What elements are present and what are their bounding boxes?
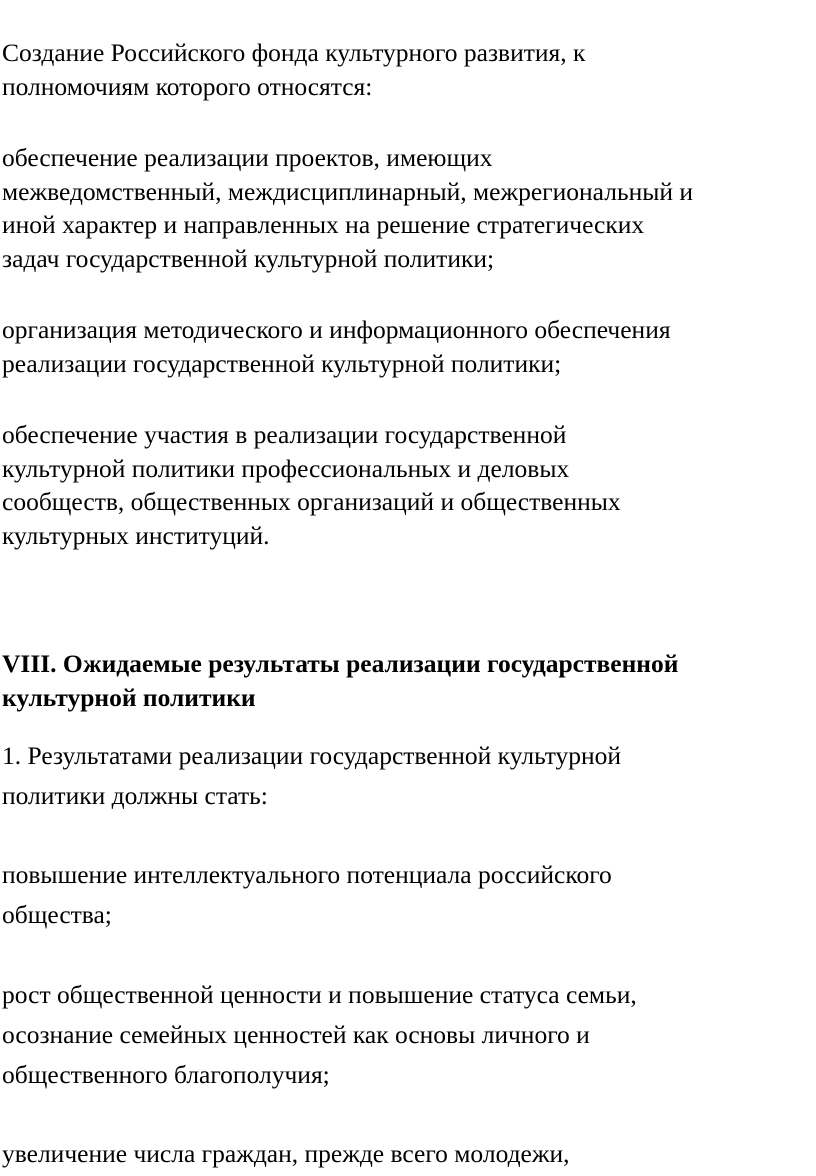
list-item [2,141,814,275]
list-item [2,313,814,380]
text-line: обеспечение реализации проектов, имеющих [2,143,493,172]
intro-paragraph [2,36,814,103]
text-line: 1. Результатами реализации государственной культурной [2,741,622,770]
list-item [2,975,814,1095]
heading-line: культурной политики [2,683,256,712]
text-line: Создание Российского фонда культурного развития, к [2,38,586,67]
text-line: задач государственной культурной политики; [2,243,495,273]
heading-line: VIII. Ожидаемые результаты реализации государственной [2,649,679,678]
text-line: культурных институций. [2,520,270,550]
text-line: культурной политики профессиональных и деловых [2,453,570,483]
list-item [2,855,814,935]
text-line: увеличение числа граждан, прежде всего молодежи, [2,1139,570,1168]
text-line: организация методического и информационного обеспечения [2,315,671,344]
numbered-point [2,736,814,816]
text-line: осознание семейных ценностей как основы личного и [2,1020,590,1049]
text-line: межведомственный, междисциплинарный, межрегиональный и [2,176,694,206]
text-line: иной характер и направленных на решение стратегических [2,210,645,239]
text-line: общественного благополучия; [2,1060,330,1089]
text-line: политики должны стать: [2,781,268,810]
text-line: повышение интеллектуального потенциала российского [2,860,612,889]
section-heading [2,647,814,715]
text-line: общества; [2,900,112,929]
text-line: рост общественной ценности и повышение статуса семьи, [2,980,637,1009]
list-item [2,418,814,552]
list-item [2,1134,814,1174]
text-line: сообществ, общественных организаций и общественных [2,487,621,516]
text-line: реализации государственной культурной политики; [2,348,562,378]
text-line: обеспечение участия в реализации государственной [2,420,567,449]
text-line: полномочиям которого относятся: [2,71,373,101]
